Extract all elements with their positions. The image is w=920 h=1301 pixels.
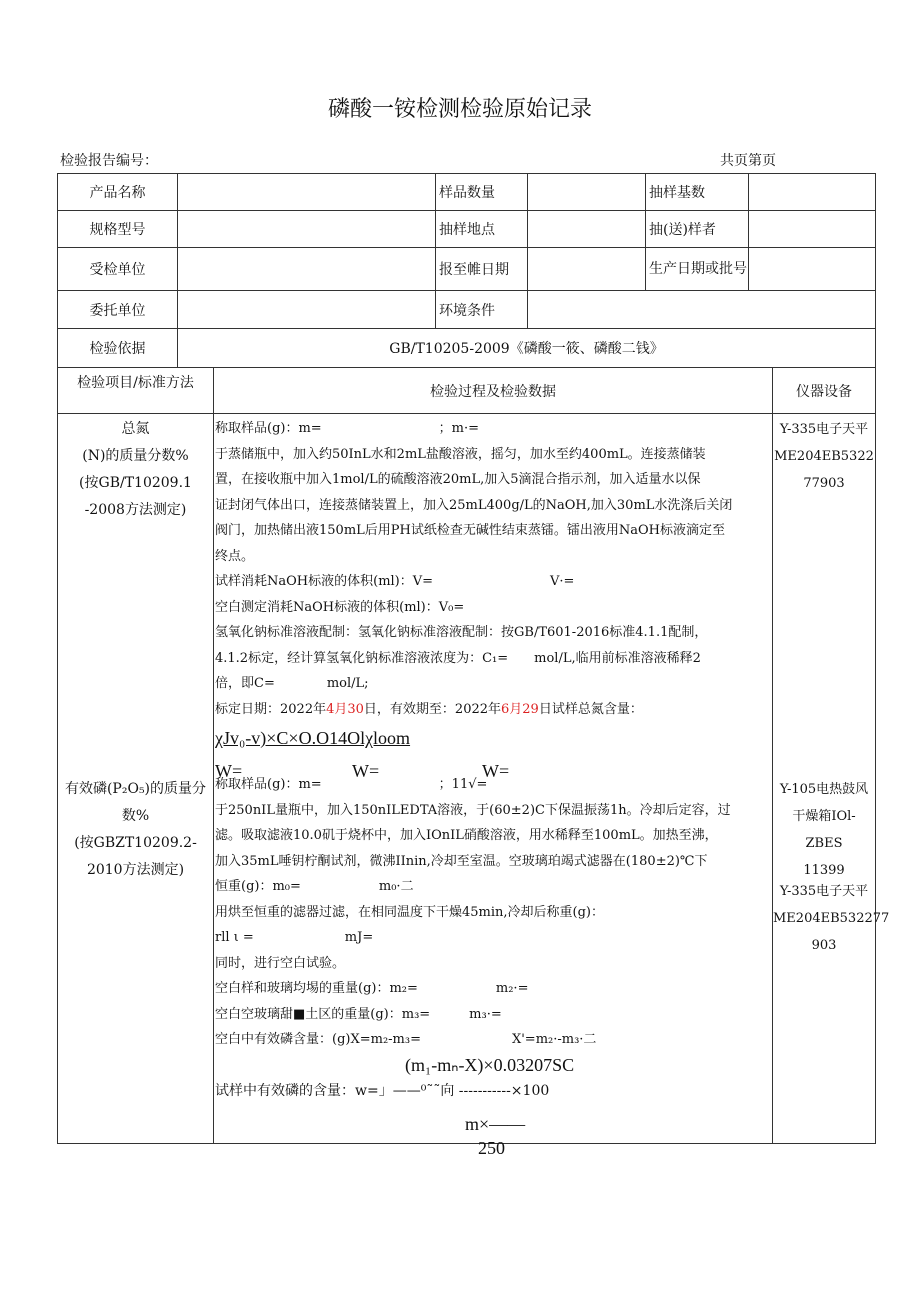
phosphorus-formula-denominator: m×—— xyxy=(465,1113,526,1134)
label-spec: 规格型号 xyxy=(57,210,178,248)
nitrogen-results: W= W= W= xyxy=(215,761,510,781)
header-process: 检验过程及检验数据 xyxy=(213,367,773,414)
label-sample-qty: 样品数量 xyxy=(435,173,528,211)
spec-field[interactable] xyxy=(177,210,436,248)
page-count-label: 共页第页 xyxy=(720,153,776,169)
nitrogen-procedure: 称取样品(g)：m= ；m·= 于蒸储瓶中，加入约50InL水和2mL盐酸溶液，摇匀，加水至约400mL。连接蒸储装 置，在接收瓶中加入1mol/L的硫酸溶液20mL,加入5滴混合指示剂，加入适量水以保 证封闭气体出口，连接蒸储装置上，加入25mL400g/L的NaOH,加入30mL水洗涤后关闭 阀门，加热储出液150mL后用PH试纸检查无碱性结束蒸镭。镭出液用NaOH标液滴定至 终点。 试样消耗NaOH标液的体积(ml)：V= V·= 空白测定消耗NaOH标液的体积(ml)：V₀= 氢氧化钠标准溶液配制：氢氧化钠标准溶液配制：按GB/T601-2016标准4.1.1配制， 4.1.2标定，经计算氢氧化钠标准溶液浓度为：C₁= mol/L,临用前标准溶液稀释2 倍，即C= mol/L; 标定日期：2022年4月30日，有效期至：2022年6月29日试样总氮含量： χJv₀-v)×C×O.O14Olχloom W= W= W= xyxy=(215,416,771,788)
sampling-base-field[interactable] xyxy=(748,173,876,211)
nitrogen-formula: χJv₀-v)×C×O.O14Olχloom xyxy=(215,728,411,748)
client-field[interactable] xyxy=(177,290,436,329)
label-sampling-place: 抽样地点 xyxy=(435,210,528,248)
sample-qty-field[interactable] xyxy=(527,173,646,211)
sampler-field[interactable] xyxy=(748,210,876,248)
report-date-field[interactable] xyxy=(527,247,646,291)
environment-field[interactable] xyxy=(527,290,876,329)
basis-value: GB/T10205-2009《磷酸一筱、磷酸二钱》 xyxy=(177,328,876,368)
equipment-oven: Y-105电热鼓风 干燥箱IOl- ZBES 11399 xyxy=(779,782,869,878)
header-item: 检验项目/标准方法 xyxy=(57,367,214,414)
equipment-balance-2: Y-335电子天平 ME204EB532277 903 xyxy=(773,884,890,953)
item-total-nitrogen: 总氮 (N)的质量分数% (按GB/T10209.1 -2008方法测定) xyxy=(79,421,192,518)
label-production-date: 生产日期或批号 xyxy=(645,247,749,291)
production-date-field[interactable] xyxy=(748,247,876,291)
label-sampler: 抽(送)样者 xyxy=(645,210,749,248)
phosphorus-procedure: 称取样品(g)：m= ；11√= 于250nIL量瓶中，加入150nILEDTA溶液，于(60±2)C下保温振荡1h。冷却后定容，过 滤。吸取滤液10.0矶于烧杯中，加入IOnIL硝酸溶液，用水稀释至100mL。加热至沸， 加入35mL唾钥柠酮试剂，微沸IInin,冷却至室温。空玻璃珀竭式滤器在(180±2)℃下 恒重(g)：m₀= m₀·二 用烘至恒重的滤器过滤，在相同温度下干燥45min,冷却后称重(g)： rll ι = mJ= 同时，进行空白试验。 空白样和玻璃均埸的重量(g)：m₂= m₂·= 空白空玻璃甜■土区的重量(g)：m₃= m₃·= 空白中有效磷含量：(g)X=m₂-m₃= X'=m₂·-m₃·二 (m₁-mₙ-X)×0.03207SC 试样中有效磷的含量：w=」——⁰˜˜向 -----------×100 m×—— 250 xyxy=(215,772,771,1159)
equipment-balance-1: Y-335电子天平 ME204EB5322 77903 xyxy=(774,422,874,491)
phosphorus-formula-250: 250 xyxy=(478,1137,505,1158)
product-name-field[interactable] xyxy=(177,173,436,211)
label-report-date: 报至帷日期 xyxy=(435,247,528,291)
report-number-label: 检验报告编号： xyxy=(60,153,158,169)
label-sampling-base: 抽样基数 xyxy=(645,173,749,211)
label-product-name: 产品名称 xyxy=(57,173,178,211)
label-client: 委托单位 xyxy=(57,290,178,329)
phosphorus-formula-numerator: (m₁-mₙ-X)×0.03207SC xyxy=(405,1054,575,1075)
label-inspected-unit: 受检单位 xyxy=(57,247,178,291)
header-equipment: 仪器设备 xyxy=(772,367,876,414)
sampling-place-field[interactable] xyxy=(527,210,646,248)
page-title: 磷酸一铵检测检验原始记录 xyxy=(327,97,592,122)
item-available-phosphorus: 有效磷(P₂O₅)的质量分 数% (按GBZT10209.2- 2010方法测定) xyxy=(64,781,207,878)
label-basis: 检验依据 xyxy=(57,328,178,368)
phosphorus-formula-line: 试样中有效磷的含量：w=」——⁰˜˜向 -----------×100 xyxy=(215,1082,550,1099)
calibration-date-line: 标定日期：2022年4月30日，有效期至：2022年6月29日试样总氮含量： xyxy=(215,701,643,717)
inspected-unit-field[interactable] xyxy=(177,247,436,291)
label-environment: 环境条件 xyxy=(435,290,528,329)
